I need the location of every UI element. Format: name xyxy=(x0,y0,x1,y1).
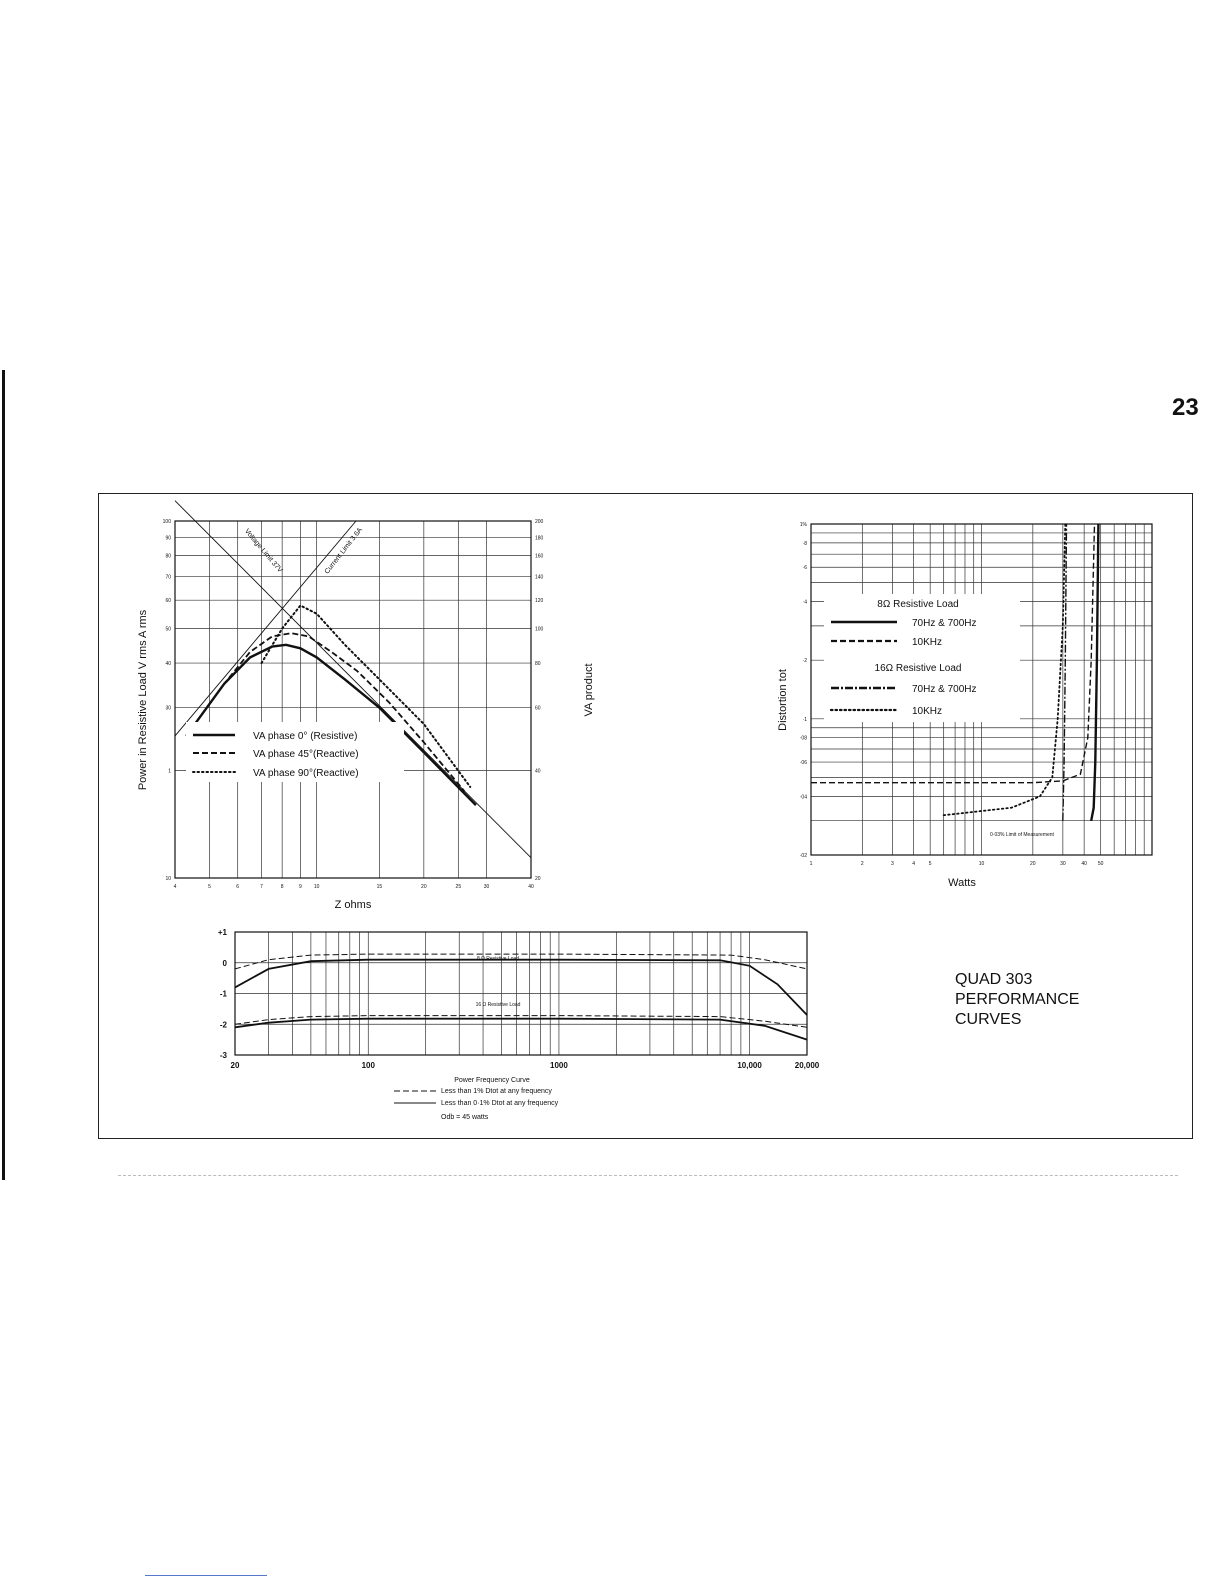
chart-note: Odb = 45 watts xyxy=(441,1114,489,1121)
x-tick-label: 5 xyxy=(208,884,211,890)
y2-tick-label: 140 xyxy=(535,574,544,581)
plot-border xyxy=(175,521,531,878)
annotation-label: 0·03% Limit of Measurement xyxy=(990,832,1054,838)
y-tick-label: 10 xyxy=(165,876,171,882)
x-tick-label: 40 xyxy=(528,884,534,890)
legend-group-label: 16Ω Resistive Load xyxy=(874,663,962,674)
x-tick-label: 20 xyxy=(230,1061,240,1070)
y2-tick-label: 60 xyxy=(535,705,541,712)
x-tick-label: 10,000 xyxy=(737,1061,762,1070)
x-axis-label: Z ohms xyxy=(334,899,372,911)
legend-group-label: 8Ω Resistive Load xyxy=(877,599,959,610)
va-chart xyxy=(137,501,595,911)
legend-label: Less than 1% Dtot at any frequency xyxy=(441,1088,552,1095)
x-tick-label: 20,000 xyxy=(794,1061,820,1070)
x-tick-label: 30 xyxy=(1060,861,1066,867)
title-line: CURVES xyxy=(955,1011,1022,1028)
y-tick-label: ·08 xyxy=(799,735,807,742)
data-series-line xyxy=(235,1019,807,1040)
legend-box xyxy=(824,594,1020,722)
y-tick-label: ·02 xyxy=(799,853,807,859)
legend-label: VA phase 0° (Resistive) xyxy=(253,731,358,742)
legend-label: VA phase 90°(Reactive) xyxy=(253,768,359,779)
legend-label: 10KHz xyxy=(912,637,943,648)
data-series-line xyxy=(1091,524,1098,821)
y-tick-label: -2 xyxy=(219,1020,227,1030)
frequency-chart xyxy=(218,928,820,1121)
chart-title: Power Frequency Curve xyxy=(454,1077,530,1084)
y2-tick-label: 20 xyxy=(535,876,541,882)
legend-label: VA phase 45°(Reactive) xyxy=(253,749,359,760)
y-tick-label: 100 xyxy=(162,519,171,525)
y-tick-label: 90 xyxy=(165,535,171,542)
y-tick-label: ·06 xyxy=(799,760,807,767)
y2-tick-label: 40 xyxy=(535,768,541,775)
x-tick-label: 4 xyxy=(173,884,177,890)
legend-label: 70Hz & 700Hz xyxy=(912,684,977,695)
y-tick-label: 0 xyxy=(222,958,227,968)
legend-label: 70Hz & 700Hz xyxy=(912,618,977,629)
y2-tick-label: 200 xyxy=(535,519,544,525)
x-tick-label: 5 xyxy=(928,861,932,867)
x-tick-label: 20 xyxy=(1030,861,1036,867)
limit-line-label: Voltage Limit 37V xyxy=(242,527,284,575)
x-tick-label: 15 xyxy=(376,884,383,890)
x-tick-label: 4 xyxy=(912,861,916,867)
x-axis-label: Watts xyxy=(948,877,976,889)
x-tick-label: 3 xyxy=(890,861,894,867)
y-tick-label: ·2 xyxy=(802,658,807,665)
y-tick-label: ·8 xyxy=(802,540,807,547)
x-tick-label: 1000 xyxy=(550,1061,568,1070)
y2-tick-label: 180 xyxy=(535,535,544,542)
y2-tick-label: 120 xyxy=(535,598,544,605)
limit-line-label: Current Limit 3.6A xyxy=(323,526,364,576)
y-tick-label: -3 xyxy=(219,1051,227,1060)
y-axis-label: Distortion tot xyxy=(777,669,789,731)
y-tick-label: 1 xyxy=(168,768,171,775)
y-tick-label: 50 xyxy=(165,626,171,633)
y-tick-label: 1% xyxy=(799,522,807,528)
y-tick-label: 70 xyxy=(165,574,171,581)
scan-rule xyxy=(118,1175,1178,1176)
curve-label: 16 Ω Resistive Load xyxy=(475,1002,521,1008)
y-tick-label: +1 xyxy=(217,928,227,937)
y-tick-label: 80 xyxy=(165,553,171,560)
data-series-line xyxy=(1063,524,1067,821)
y-axis-label: Power in Resistive Load V rms A rms xyxy=(137,609,149,791)
y-tick-label: 30 xyxy=(165,705,171,712)
curve-label: 8 Ω Resistive Load xyxy=(476,956,520,962)
x-tick-label: 25 xyxy=(455,884,462,890)
data-series-line xyxy=(235,1016,807,1028)
y-tick-label: 40 xyxy=(165,661,171,668)
legend-label: Less than 0·1% Dtot at any frequency xyxy=(441,1100,559,1107)
y-tick-label: ·04 xyxy=(799,794,807,801)
figure-title xyxy=(955,970,1079,1030)
x-tick-label: 8 xyxy=(280,884,284,890)
page-number: 23 xyxy=(1172,394,1199,421)
x-tick-label: 7 xyxy=(260,884,263,890)
y-tick-label: ·4 xyxy=(802,599,807,606)
y2-tick-label: 80 xyxy=(535,661,541,668)
x-tick-label: 50 xyxy=(1097,861,1104,867)
x-tick-label: 2 xyxy=(860,861,864,867)
y-tick-label: ·6 xyxy=(802,565,807,572)
x-tick-label: 100 xyxy=(361,1061,375,1070)
y-tick-label: -1 xyxy=(219,989,227,999)
y2-axis-label: VA product xyxy=(583,663,595,717)
x-tick-label: 30 xyxy=(483,884,490,890)
y-tick-label: ·1 xyxy=(802,716,807,723)
y2-tick-label: 100 xyxy=(535,626,544,633)
x-tick-label: 1 xyxy=(809,861,813,867)
legend-label: 10KHz xyxy=(912,706,943,717)
scan-mark xyxy=(145,1575,267,1576)
x-tick-label: 10 xyxy=(313,884,320,890)
distortion-chart xyxy=(777,522,1152,889)
x-tick-label: 40 xyxy=(1081,861,1087,867)
x-tick-label: 6 xyxy=(236,884,240,890)
data-series-line xyxy=(235,960,807,1015)
x-tick-label: 9 xyxy=(298,884,302,890)
y-tick-label: 60 xyxy=(165,598,171,605)
title-line: QUAD 303 xyxy=(955,971,1033,988)
title-line: PERFORMANCE xyxy=(955,991,1080,1008)
x-tick-label: 10 xyxy=(978,861,985,867)
x-tick-label: 20 xyxy=(421,884,427,890)
y2-tick-label: 160 xyxy=(535,553,544,560)
